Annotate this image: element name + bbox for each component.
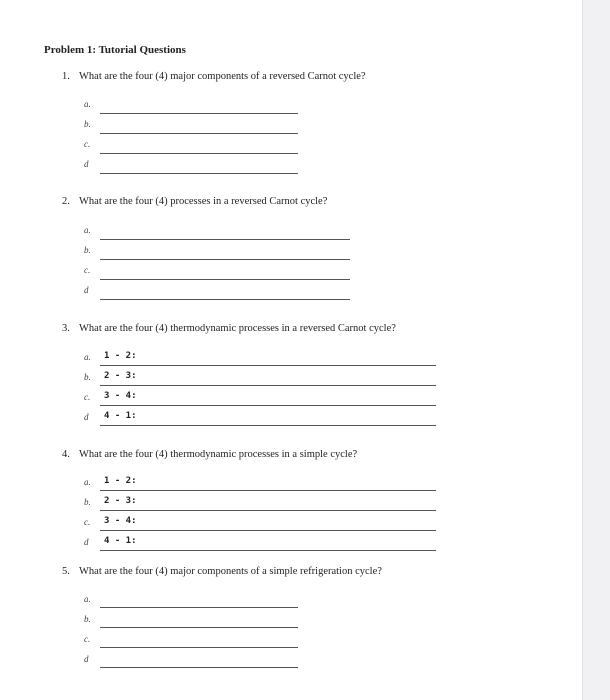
q1-answer-line-a[interactable] [100, 113, 298, 114]
q3-answer-line-c[interactable] [100, 405, 436, 406]
q1-item-a-label: a. [84, 99, 91, 109]
question-4-number: 4. [62, 449, 70, 460]
q3-item-d-label: d [84, 412, 89, 422]
q4-item-a-label: a. [84, 477, 91, 487]
q4-process-a: 1 - 2: [104, 476, 137, 486]
q1-item-d-label: d [84, 159, 89, 169]
q4-answer-line-b[interactable] [100, 510, 436, 511]
q5-answer-line-b[interactable] [100, 627, 298, 628]
q4-process-b: 2 - 3: [104, 496, 137, 506]
q4-process-c: 3 - 4: [104, 516, 137, 526]
q4-answer-line-d[interactable] [100, 550, 436, 551]
question-2-text: What are the four (4) processes in a reversed Carnot cycle? [79, 196, 328, 207]
q4-answer-line-c[interactable] [100, 530, 436, 531]
q2-item-a-label: a. [84, 225, 91, 235]
question-2-number: 2. [62, 196, 70, 207]
q4-answer-line-a[interactable] [100, 490, 436, 491]
q4-item-b-label: b. [84, 497, 91, 507]
q5-answer-line-d[interactable] [100, 667, 298, 668]
q2-answer-line-d[interactable] [100, 299, 350, 300]
q3-answer-line-d[interactable] [100, 425, 436, 426]
q1-item-b-label: b. [84, 119, 91, 129]
q4-item-d-label: d [84, 537, 89, 547]
q4-process-d: 4 - 1: [104, 536, 137, 546]
q3-item-a-label: a. [84, 352, 91, 362]
q1-answer-line-d[interactable] [100, 173, 298, 174]
q5-answer-line-c[interactable] [100, 647, 298, 648]
viewer-background-edge [582, 0, 610, 700]
question-3-text: What are the four (4) thermodynamic processes in a reversed Carnot cycle? [79, 323, 396, 334]
question-1-number: 1. [62, 71, 70, 82]
q2-item-b-label: b. [84, 245, 91, 255]
q4-item-c-label: c. [84, 517, 91, 527]
q3-process-c: 3 - 4: [104, 391, 137, 401]
q3-item-c-label: c. [84, 392, 91, 402]
q2-item-c-label: c. [84, 265, 91, 275]
question-4-text: What are the four (4) thermodynamic processes in a simple cycle? [79, 449, 358, 460]
question-1-text: What are the four (4) major components of a reversed Carnot cycle? [79, 71, 366, 82]
q2-answer-line-b[interactable] [100, 259, 350, 260]
q1-item-c-label: c. [84, 139, 91, 149]
q2-answer-line-c[interactable] [100, 279, 350, 280]
q1-answer-line-c[interactable] [100, 153, 298, 154]
page-title: Problem 1: Tutorial Questions [44, 44, 186, 56]
q3-answer-line-b[interactable] [100, 385, 436, 386]
q1-answer-line-b[interactable] [100, 133, 298, 134]
q3-process-d: 4 - 1: [104, 411, 137, 421]
q2-answer-line-a[interactable] [100, 239, 350, 240]
q3-process-a: 1 - 2: [104, 351, 137, 361]
q5-answer-line-a[interactable] [100, 607, 298, 608]
q5-item-d-label: d [84, 654, 89, 664]
question-5-text: What are the four (4) major components of a simple refrigeration cycle? [79, 566, 382, 577]
q3-process-b: 2 - 3: [104, 371, 137, 381]
q3-answer-line-a[interactable] [100, 365, 436, 366]
question-3-number: 3. [62, 323, 70, 334]
question-5-number: 5. [62, 566, 70, 577]
q5-item-b-label: b. [84, 614, 91, 624]
q3-item-b-label: b. [84, 372, 91, 382]
q5-item-c-label: c. [84, 634, 91, 644]
q2-item-d-label: d [84, 285, 89, 295]
q5-item-a-label: a. [84, 594, 91, 604]
